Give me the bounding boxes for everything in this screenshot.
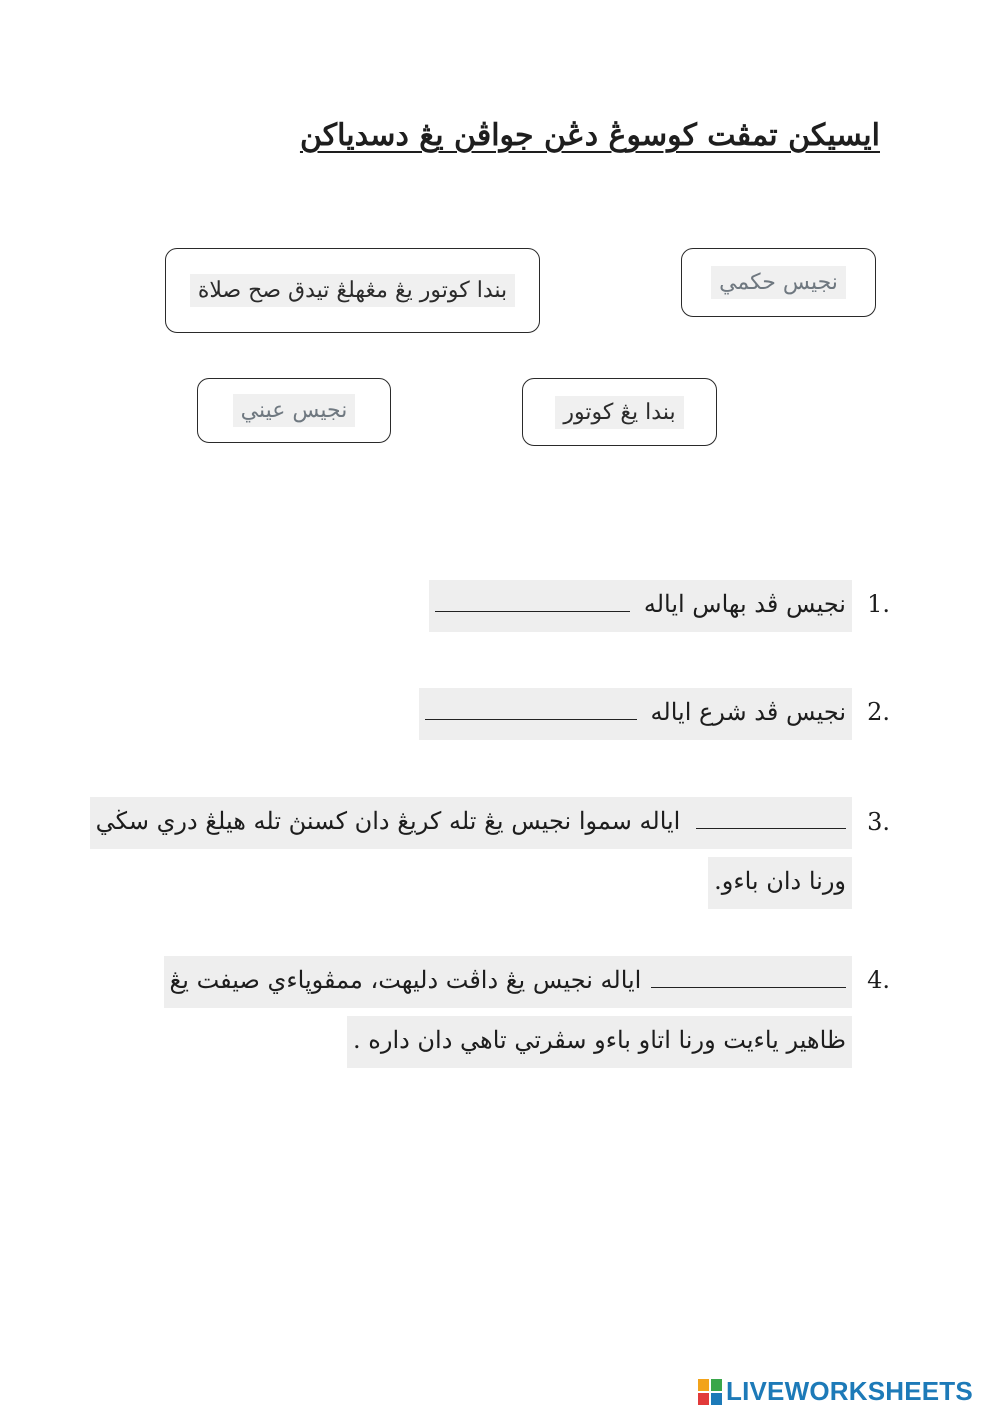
liveworksheets-logo xyxy=(698,1376,973,1407)
answer-box-najis-hukmi[interactable] xyxy=(681,248,876,317)
answer-box-label: نجيس حكمي xyxy=(711,266,846,299)
answer-box-label: بندا يڠ كوتور xyxy=(555,396,683,429)
question-text: نجيس ڤد شرع اياله xyxy=(650,698,846,726)
question-4 xyxy=(164,956,852,1068)
question-text: نجيس ڤد بهاس اياله xyxy=(643,590,846,618)
answer-box-dirty-invalid-prayer[interactable] xyxy=(165,248,540,333)
answer-box-label: بندا كوتور يڠ مڠهلڠ تيدق صح صلاة xyxy=(190,274,515,307)
answer-box-najis-aini[interactable] xyxy=(197,378,391,443)
question-text: اياله نجيس يڠ داڤت دليهت، ممڤوڽاءي صيفت يڠ xyxy=(169,966,642,994)
answer-box-dirty-object[interactable] xyxy=(522,378,717,446)
question-text-continued: ظاهير ياءيت ورنا اتاو باءو سڤرتي تاهي دان داره . xyxy=(353,1026,846,1054)
answer-blank[interactable] xyxy=(696,827,846,829)
answer-blank[interactable] xyxy=(425,718,637,720)
answer-blank[interactable] xyxy=(435,610,630,612)
question-text-continued: ورنا دان باءو. xyxy=(714,867,846,895)
question-3 xyxy=(90,797,852,909)
brand-logo-icon xyxy=(698,1379,722,1405)
brand-wordmark: LIVEWORKSHEETS xyxy=(726,1376,973,1406)
answer-box-label: نجيس عيني xyxy=(233,394,356,427)
question-text: اياله سموا نجيس يڠ تله كريڠ دان كسنڽ تله هيلڠ دري سڬي xyxy=(95,807,681,835)
question-2 xyxy=(419,688,852,740)
answer-blank[interactable] xyxy=(651,986,846,988)
question-1 xyxy=(429,580,852,632)
worksheet-title: ايسيكن تمڤت كوسوڠ دڠن جواڤن يڠ دسدياكن xyxy=(299,118,880,153)
